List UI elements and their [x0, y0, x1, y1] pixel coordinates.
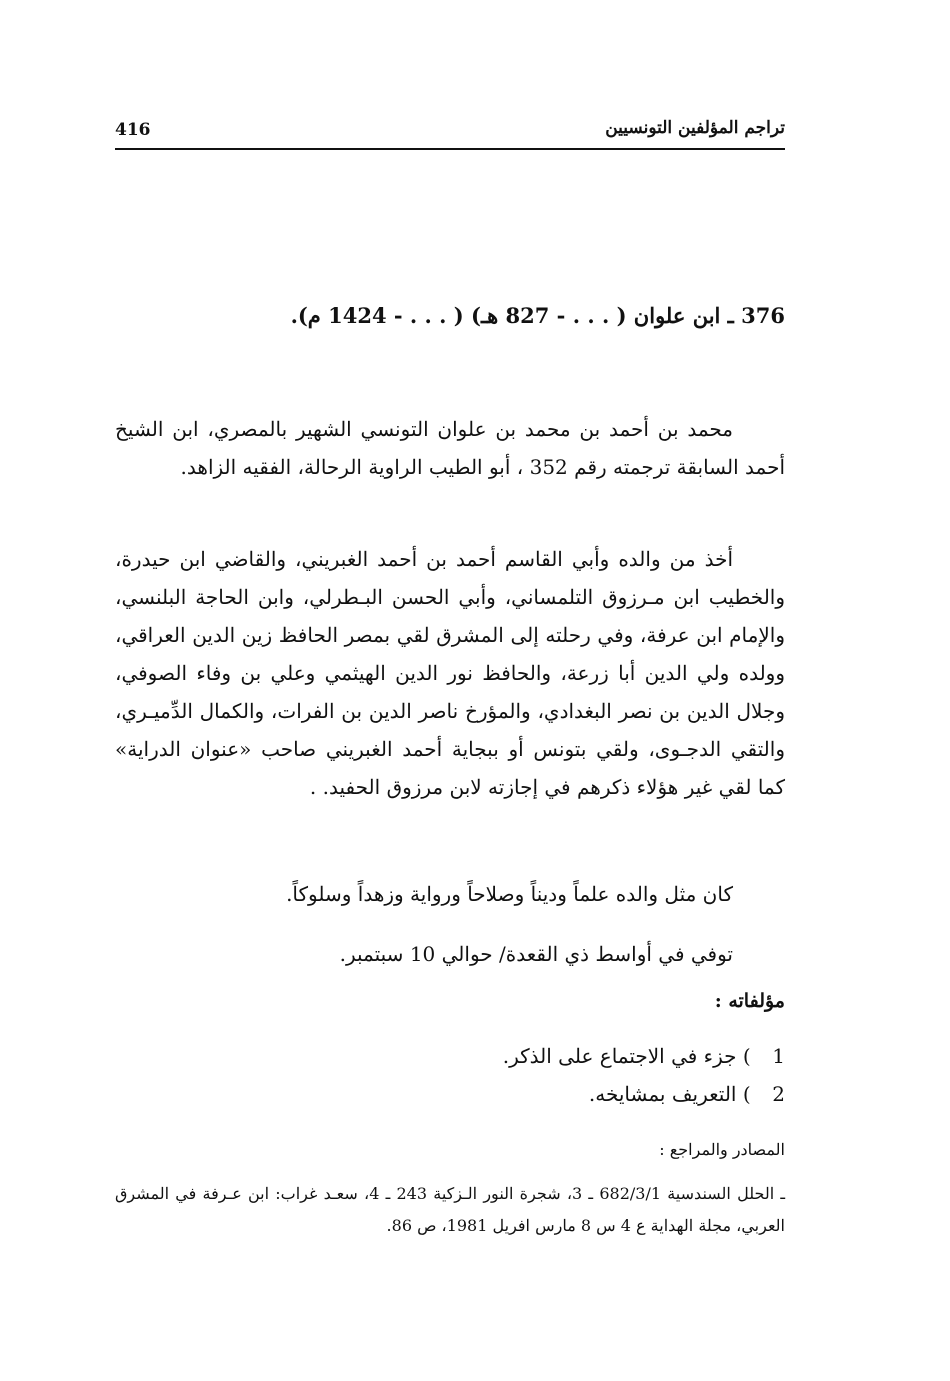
running-title: تراجم المؤلفين التونسيين — [605, 118, 785, 138]
entry-heading: 376 ـ ابن علوان ( . . . - 827 هـ) ( . . . - 1424 م). — [290, 303, 785, 328]
work-number: 2 — [772, 1082, 785, 1106]
works-heading: مؤلفاته : — [714, 990, 785, 1012]
biography-paragraph-death: توفي في أواسط ذي القعدة/ حوالي 10 سبتمبر. — [339, 942, 733, 966]
running-header — [115, 118, 785, 150]
biography-paragraph-teachers: أخذ من والده وأبي القاسم أحمد بن أحمد الغبريني، والقاضي ابن حيدرة، والخطيب ابن مـرزوق التلمساني، وأبي الحسن البـطرلي، وابن الحاجة البلنسي، والإمام ابن عرفة، وفي رحلته إلى المشرق لقي بمصر الحافظ زين الدين العراقي، وولده ولي الدين أبا زرعة، والحافظ نور الدين الهيثمي وعلي بن وفاء الصوفي، وجلال الدين بن نصر البغدادي، والمؤرخ ناصر الدين بن الفرات، والكمال الدِّميـري، والتقي الدجـوى، ولقي بتونس أو ببجاية أحمد الغبريني صاحب «عنوان الدراية» كما لقي غير هؤلاء ذكرهم في إجازته لابن مرزوق الحفيد. . — [115, 547, 785, 799]
works-list — [503, 1037, 785, 1113]
list-item — [503, 1075, 785, 1113]
page-number: 416 — [115, 120, 151, 140]
sources-heading: المصادر والمراجع : — [659, 1140, 785, 1159]
biography-paragraph-character: كان مثل والده علماً وديناً وصلاحاً ورواية وزهداً وسلوكاً. — [286, 882, 733, 906]
sources-text: ـ الحلل السندسية 682/3/1 ـ 3، شجرة النور الـزكية 243 ـ 4، سعـد غراب: ابن عـرفة في المشرق العربي، مجلة الهداية ع 4 س 8 مارس افريل 1981، ص 86. — [115, 1184, 786, 1235]
biography-paragraph-name: محمد بن أحمد بن محمد بن علوان التونسي الشهير بالمصري، ابن الشيخ أحمد السابقة ترجمته رقم 352 ، أبو الطيب الراوية الرحالة، الفقيه الزاهد. — [115, 417, 785, 479]
list-item — [503, 1037, 785, 1075]
work-title: ) التعريف بمشايخه. — [588, 1082, 751, 1106]
work-title: ) جزء في الاجتماع على الذكر. — [502, 1044, 751, 1068]
work-number: 1 — [772, 1044, 785, 1068]
